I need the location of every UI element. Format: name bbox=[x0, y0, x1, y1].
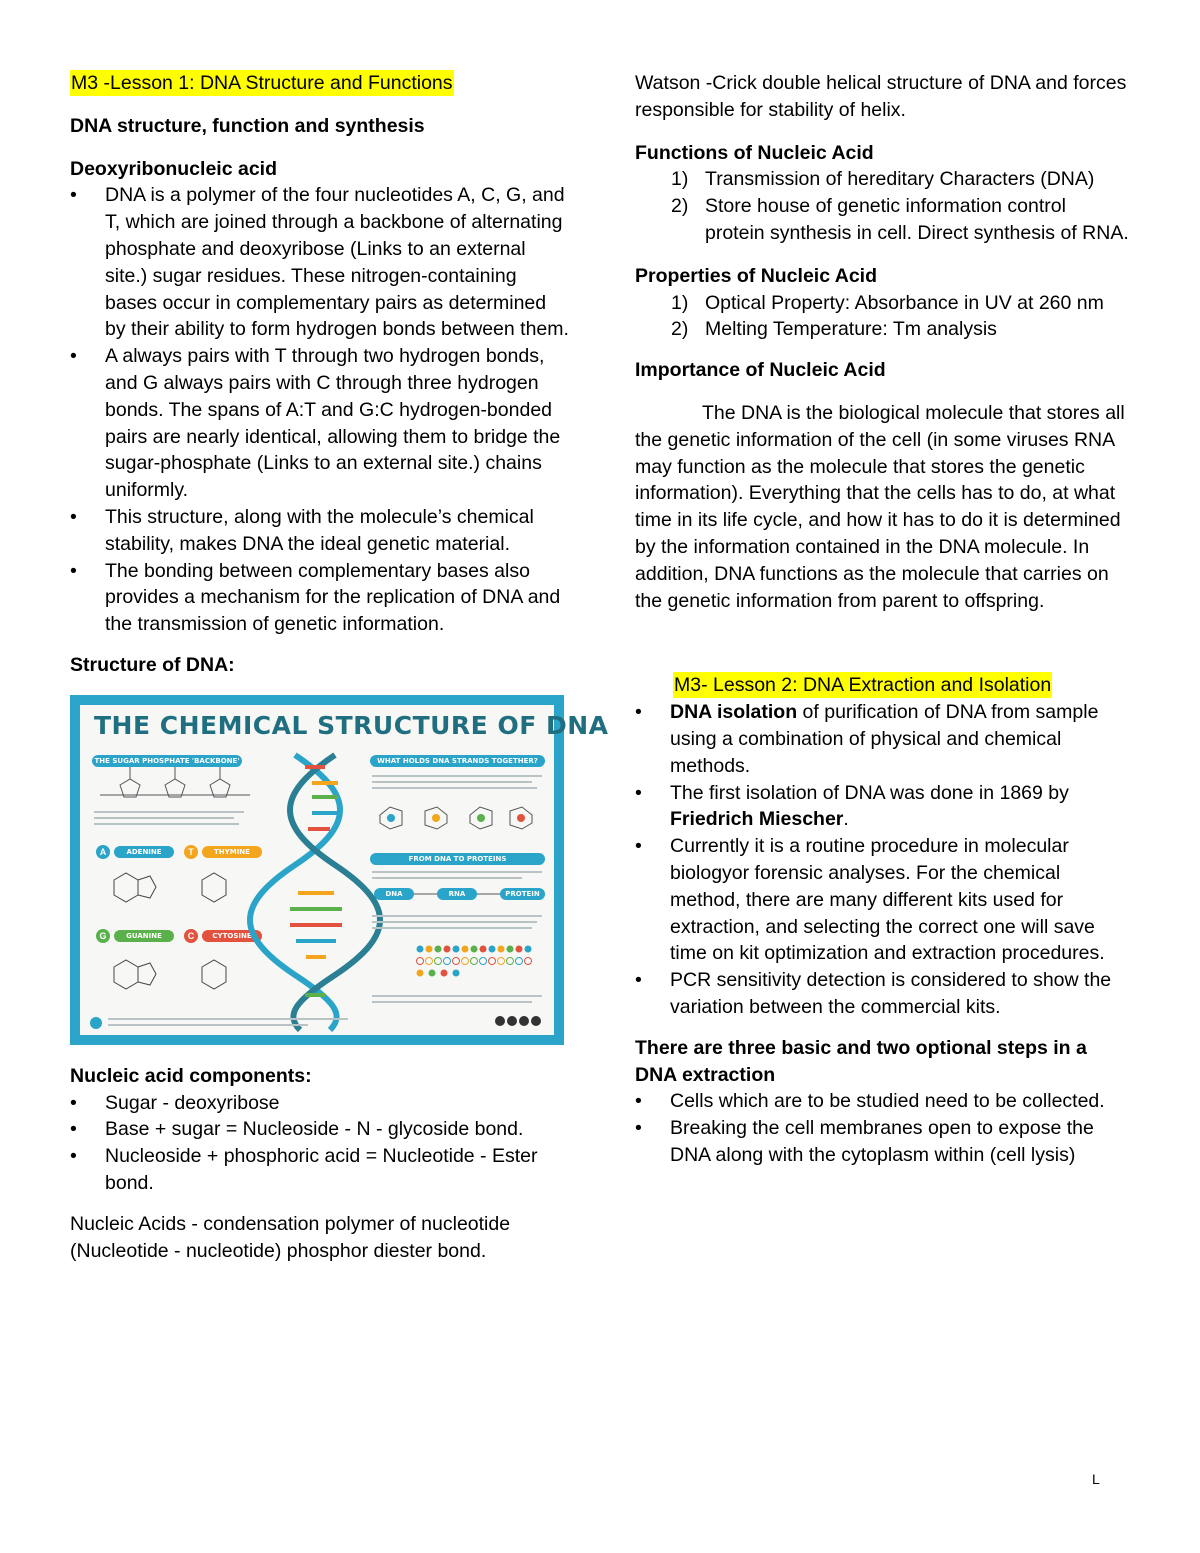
list-item: • Nucleoside + phosphoric acid = Nucleotide - Ester bond. bbox=[70, 1143, 570, 1197]
guanine-badge: G bbox=[96, 929, 110, 943]
lesson1-heading: M3 -Lesson 1: DNA Structure and Functions bbox=[71, 72, 453, 94]
subheading: DNA structure, function and synthesis bbox=[70, 114, 425, 137]
structure-title: Structure of DNA: bbox=[70, 653, 235, 676]
list-item: • A always pairs with T through two hydrogen bonds, and G always pairs with C through three hydrogen bonds. The spans of A:T and G:C hydrogen-bonded pairs are nearly identical, allowing them to bridge the sugar-phosphate (Links to an external site.) chains uniformly. bbox=[70, 343, 570, 504]
flow-rna: RNA bbox=[437, 888, 477, 900]
dna-bullet-list bbox=[70, 182, 570, 638]
cytosine-badge: C bbox=[184, 929, 198, 943]
steps-title: There are three basic and two optional steps in a DNA extraction bbox=[635, 1036, 1087, 1086]
list-item: • DNA isolation of purification of DNA from sample using a combination of physical and chemical methods. bbox=[635, 699, 1130, 779]
infographic-drawing bbox=[80, 705, 554, 1035]
list-item: • Currently it is a routine procedure in molecular biologyor forensic analyses. For the chemical method, there are many different kits used for extraction, and selecting the correct one will save time on kit optimization and extraction procedures. bbox=[635, 833, 1130, 967]
list-item: • DNA is a polymer of the four nucleotides A, C, G, and T, which are joined through a backbone of alternating phosphate and deoxyribose (Links to an external site.) sugar residues. These nitrogen-containing bases occur in complementary pairs as determined by their ability to form hydrogen bonds between them. bbox=[70, 182, 570, 343]
list-item: • The bonding between complementary bases also provides a mechanism for the replication of DNA and the transmission of genetic information. bbox=[70, 558, 570, 638]
functions-title: Functions of Nucleic Acid bbox=[635, 141, 874, 164]
list-item: 1) Optical Property: Absorbance in UV at 260 nm bbox=[671, 291, 1104, 314]
base-structures-icon bbox=[114, 873, 226, 989]
list-item: • Cells which are to be studied need to be collected. bbox=[635, 1088, 1130, 1115]
list-item: 2) Store house of genetic information control protein synthesis in cell. Direct synthesis of RNA. bbox=[671, 195, 1129, 244]
list-item: • The first isolation of DNA was done in 1869 by Friedrich Miescher. bbox=[635, 780, 1130, 834]
list-item: 2) Melting Temperature: Tm analysis bbox=[671, 318, 997, 341]
properties-title: Properties of Nucleic Acid bbox=[635, 264, 878, 287]
cytosine-label: CYTOSINE bbox=[202, 930, 262, 942]
components-title: Nucleic acid components: bbox=[70, 1064, 312, 1087]
holds-label: WHAT HOLDS DNA STRANDS TOGETHER? bbox=[370, 755, 545, 767]
backbone-label: THE SUGAR PHOSPHATE 'BACKBONE' bbox=[92, 755, 242, 767]
list-item: • This structure, along with the molecule’s chemical stability, makes DNA the ideal genetic material. bbox=[70, 504, 570, 558]
guanine-label: GUANINE bbox=[114, 930, 174, 942]
base-pair-icon bbox=[380, 807, 532, 829]
section-title-dna: Deoxyribonucleic acid bbox=[70, 157, 277, 180]
adenine-label: ADENINE bbox=[114, 846, 174, 858]
list-item: 1) Transmission of hereditary Characters (DNA) bbox=[671, 168, 1095, 191]
thymine-badge: T bbox=[184, 845, 198, 859]
lesson2-heading: M3- Lesson 2: DNA Extraction and Isolation bbox=[674, 674, 1052, 697]
list-item: • Base + sugar = Nucleoside - N - glycoside bond. bbox=[70, 1116, 570, 1143]
flow-dna: DNA bbox=[374, 888, 414, 900]
double-helix-icon bbox=[250, 755, 380, 1030]
components-list bbox=[70, 1090, 570, 1197]
codon-dots-icon bbox=[417, 945, 532, 976]
left-column bbox=[70, 70, 609, 1264]
steps-list bbox=[635, 1088, 1130, 1168]
list-item: • Sugar - deoxyribose bbox=[70, 1090, 570, 1117]
nucleic-acids-definition: Nucleic Acids - condensation polymer of nucleotide (Nucleotide - nucleotide) phosphor diester bond. bbox=[70, 1212, 511, 1262]
page-number: L bbox=[1092, 1471, 1100, 1487]
adenine-badge: A bbox=[96, 845, 110, 859]
dna-to-protein-label: FROM DNA TO PROTEINS bbox=[370, 853, 545, 865]
extraction-bullet-list bbox=[635, 699, 1130, 1021]
dna-structure-infographic bbox=[70, 695, 609, 1045]
importance-title: Importance of Nucleic Acid bbox=[635, 359, 886, 382]
right-column bbox=[635, 70, 1130, 1169]
importance-paragraph: The DNA is the biological molecule that stores all the genetic information of the cell (in some viruses RNA may function as the molecule that stores the genetic information). Everything that the cells has to do, at what time in its life cycle, and how it has to do it is determined by the information contained in the DNA molecule. In addition, DNA functions as the molecule that carries on the genetic information from parent to offspring. bbox=[635, 401, 1125, 612]
list-item: • PCR sensitivity detection is considered to show the variation between the commercial kits. bbox=[635, 967, 1130, 1021]
properties-list bbox=[635, 290, 1130, 344]
infographic-title: THE CHEMICAL STRUCTURE OF DNA bbox=[94, 710, 609, 740]
sugar-phosphate-backbone-icon bbox=[100, 767, 250, 797]
flow-protein: PROTEIN bbox=[500, 888, 545, 900]
thymine-label: THYMINE bbox=[202, 846, 262, 858]
watson-crick-intro: Watson -Crick double helical structure of DNA and forces responsible for stability of helix. bbox=[635, 72, 1127, 121]
functions-list bbox=[635, 166, 1130, 246]
list-item: • Breaking the cell membranes open to expose the DNA along with the cytoplasm within (cell lysis) bbox=[635, 1115, 1130, 1169]
